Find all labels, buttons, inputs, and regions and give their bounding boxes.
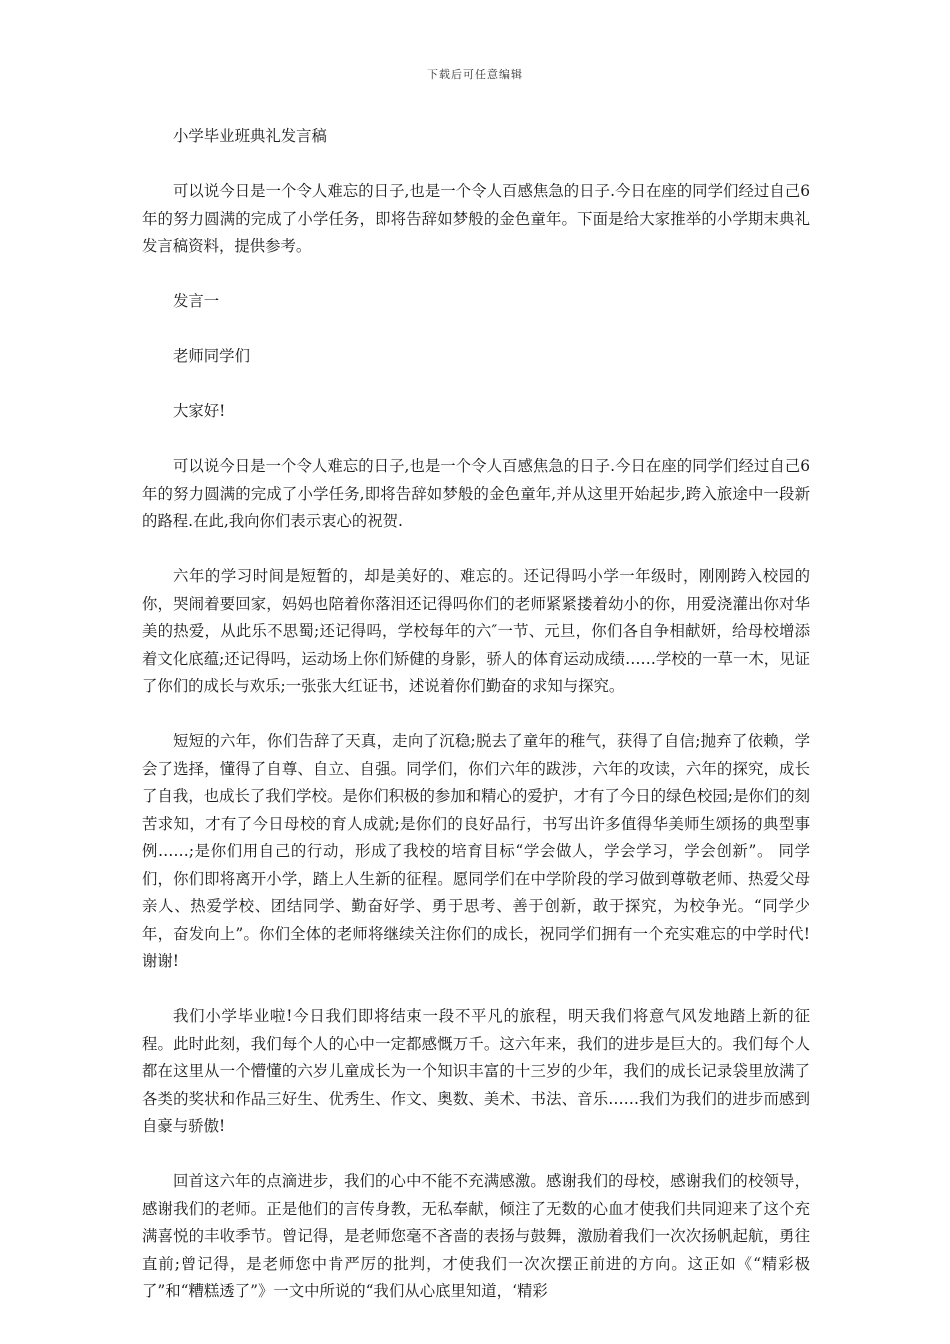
body-paragraph: 回首这六年的点滴进步，我们的心中不能不充满感激。感谢我们的母校，感谢我们的校领导，感谢我们的老师。正是他们的言传身教，无私奉献，倾注了无数的心血才使我们共同迎来了这个充满喜悦的丰收季节。曾记得，是老师您毫不吝啬的表扬与鼓舞，激励着我们一次次扬帆起航，勇往直前;曾记得，是老师您中肯严厉的批判，才使我们一次次摆正前进的方向。这正如《“精彩极了”和“糟糕透了”》一文中所说的“我们从心底里知道，‘精彩 [142, 1172, 810, 1300]
body-paragraph: 六年的学习时间是短暂的，却是美好的、难忘的。还记得吗小学一年级时，刚刚跨入校园的你，哭闹着要回家，妈妈也陪着你落泪还记得吗你们的老师紧紧搂着幼小的你，用爱浇灌出你对华美的热爱，从此乐不思蜀;还记得吗，学校每年的六″一节、元旦，你们各自争相献妍，给母校增添着文化底蕴;还记得吗，运动场上你们矫健的身影，骄人的体育运动成绩……学校的一草一木，见证了你们的成长与欢乐;一张张大红证书，述说着你们勤奋的求知与探究。 [142, 567, 810, 695]
body-paragraph: 可以说今日是一个令人难忘的日子,也是一个令人百感焦急的日子.今日在座的同学们经过自己6年的努力圆满的完成了小学任务,即将告辞如梦般的金色童年,并从这里开始起步,跨入旅途中一段新的路程.在此,我向你们表示衷心的祝贺. [142, 457, 810, 530]
section-heading: 发言一 [173, 292, 220, 310]
salutation: 老师同学们 [173, 347, 250, 365]
intro-paragraph: 可以说今日是一个令人难忘的日子,也是一个令人百感焦急的日子.今日在座的同学们经过自己6年的努力圆满的完成了小学任务，即将告辞如梦般的金色童年。下面是给大家推举的小学期末典礼发言稿资料，提供参考。 [142, 182, 810, 255]
greeting: 大家好! [173, 402, 226, 420]
body-paragraph: 我们小学毕业啦!今日我们即将结束一段不平凡的旅程，明天我们将意气风发地踏上新的征程。此时此刻，我们每个人的心中一定都感慨万千。这六年来，我们的进步是巨大的。我们每个人都在这里从一个懵懂的六岁儿童成长为一个知识丰富的十三岁的少年，我们的成长记录袋里放满了各类的奖状和作品三好生、优秀生、作文、奥数、美术、书法、音乐……我们为我们的进步而感到自豪与骄傲! [142, 1007, 810, 1135]
document-title: 小学毕业班典礼发言稿 [173, 127, 327, 145]
document-body [142, 123, 810, 1306]
page-header-note: 下载后可任意编辑 [427, 68, 523, 81]
body-paragraph: 短短的六年，你们告辞了天真，走向了沉稳;脱去了童年的稚气，获得了自信;抛弃了依赖，学会了选择，懂得了自尊、自立、自强。同学们，你们六年的跋涉，六年的攻读，六年的探究，成长了自我，也成长了我们学校。是你们积极的参加和精心的爱护，才有了今日的绿色校园;是你们的刻苦求知，才有了今日母校的育人成就;是你们的良好品行，书写出许多值得华美师生颂扬的典型事例……;是你们用自己的行动，形成了我校的培育目标“学会做人，学会学习，学会创新”。 同学们，你们即将离开小学，踏上人生新的征程。愿同学们在中学阶段的学习做到尊敬老师、热爱父母亲人、热爱学校、团结同学、勤奋好学、勇于思考、善于创新，敢于探究，为校争光。“同学少年，奋发向上”。你们全体的老师将继续关注你们的成长，祝同学们拥有一个充实难忘的中学时代! 谢谢! [142, 732, 810, 970]
